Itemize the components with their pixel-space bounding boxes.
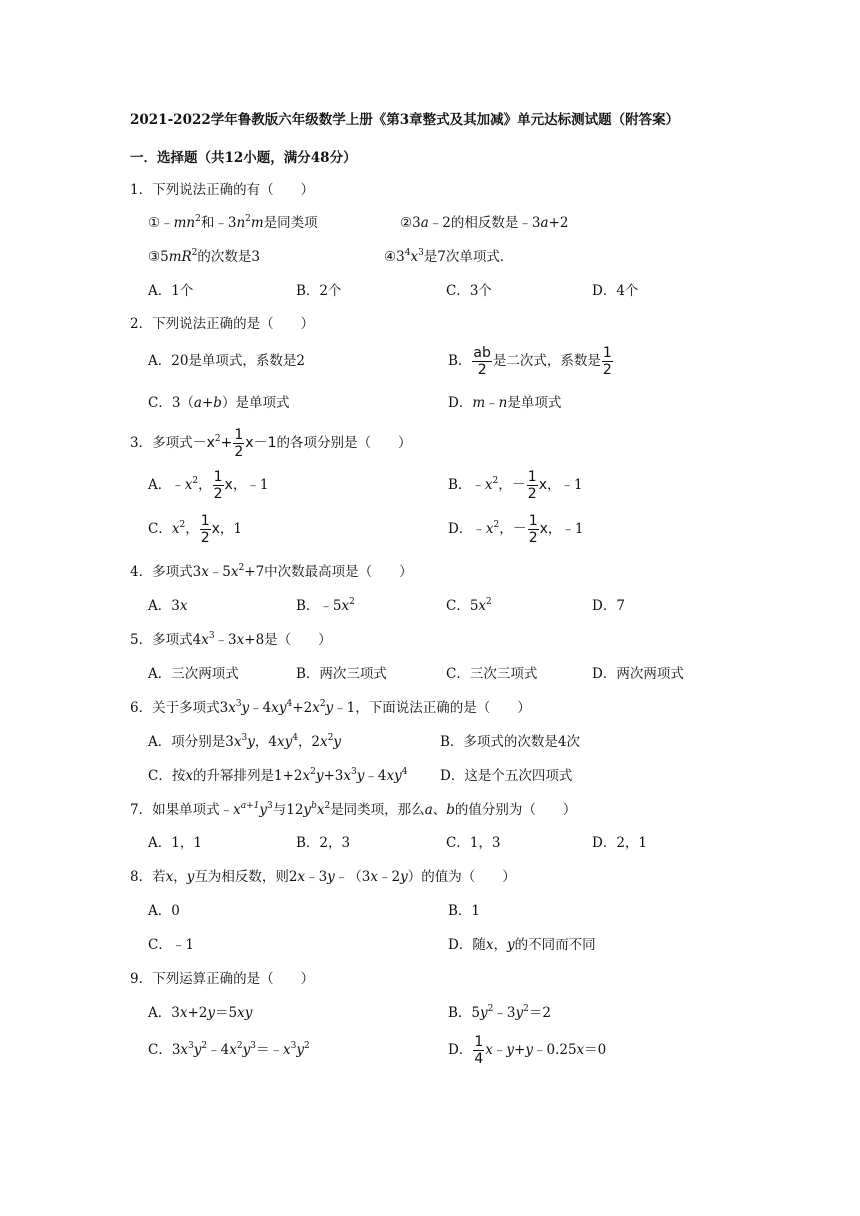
q6-option-b: B．多项式的次数是4次 — [440, 734, 581, 750]
fraction-one-half: $\frac{1}{2}$ — [213, 469, 223, 502]
q6-option-c: C．按x的升幂排列是$1+2x^2y+3x^3y﹣4xy^4$ — [148, 767, 408, 784]
fraction-one-half: $\frac{1}{2}$ — [527, 469, 537, 502]
q8-option-a: A．0 — [148, 903, 180, 919]
q7-option-b: B．2，3 — [296, 835, 351, 851]
q9-option-c: C．$3x^3y^2﹣4x^2y^3=﹣x^3y^2$ — [148, 1041, 310, 1058]
question-7-stem: 7．如果单项式$﹣x^{a+1}y^3$与$12y^bx^2$是同类项，那么a、b的值分别为（ ） — [130, 801, 577, 818]
q1-option-c: C．3个 — [446, 283, 492, 299]
q8-option-b: B．1 — [448, 903, 481, 919]
q6-option-a: A．项分别是$3x^3y$，$4xy^4$，$2x^2y$ — [148, 733, 342, 750]
q4-option-b: B．$﹣5x^2$ — [296, 597, 355, 614]
q2-option-a: A．20是单项式，系数是2 — [148, 353, 306, 369]
q3-option-a: A．$﹣x^2$， $\frac{1}{2}$ x，﹣1 — [148, 469, 269, 502]
q3-option-b: B．$﹣x^2$，－ $\frac{1}{2}$ x，﹣1 — [448, 469, 583, 502]
q1-statement-4: $④3^4x^3$是7次单项式． — [384, 248, 514, 265]
question-8-stem: 8．若x，y互为相反数，则2x﹣3y﹣（3x﹣2y）的值为（ ） — [130, 869, 516, 885]
fraction-one-half: $\frac{1}{2}$ — [200, 513, 210, 546]
q9-option-b: B．$5y^2﹣3y^2=2$ — [448, 1004, 551, 1021]
fraction-one-half: $\frac{1}{2}$ — [602, 345, 612, 378]
q3-option-d: D．$﹣x^2$，－ $\frac{1}{2}$ x，﹣1 — [448, 513, 584, 546]
fraction-ab-over-2: $\frac{ab}{2}$ — [473, 345, 491, 378]
question-3-stem: 3．多项式$-x^2+$ $\frac{1}{2}$ x－1的各项分别是（ ） — [130, 427, 412, 460]
q1-statement-1: $①﹣mn^2$和$﹣3n^2m$是同类项 — [148, 214, 318, 231]
q4-option-d: D．7 — [592, 598, 625, 614]
q2-option-d: D．m﹣n是单项式 — [448, 395, 562, 411]
q8-option-d: D．随x，y的不同而不同 — [448, 937, 596, 953]
q1-option-b: B．2个 — [296, 283, 342, 299]
document-title: 2021-2022学年鲁教版六年级数学上册《第3章整式及其加减》单元达标测试题（附答案） — [130, 112, 680, 128]
q5-option-b: B．两次三项式 — [296, 666, 387, 682]
q2-option-b: B． $\frac{ab}{2}$ 是二次式，系数是 $\frac{1}{2}$ — [448, 345, 612, 378]
q4-option-c: C．$5x^2$ — [446, 597, 492, 614]
question-6-stem: 6．关于多项式$3x^3y﹣4xy^4+2x^2y﹣1$，下面说法正确的是（ ） — [130, 699, 531, 716]
q6-option-d: D．这是个五次四项式 — [440, 768, 573, 784]
fraction-one-half: $\frac{1}{2}$ — [528, 513, 538, 546]
q1-option-a: A．1个 — [148, 283, 194, 299]
q1-statement-3: $③5mR^2$的次数是3 — [148, 248, 260, 265]
question-2-stem: 2．下列说法正确的是（ ） — [130, 316, 315, 332]
section-heading: 一．选择题（共12小题，满分48分） — [130, 150, 357, 166]
question-4-stem: 4．多项式$3x﹣5x^2+7$中次数最高项是（ ） — [130, 563, 413, 580]
question-9-stem: 9．下列运算正确的是（ ） — [130, 971, 315, 987]
q5-option-d: D．两次两项式 — [592, 666, 684, 682]
q4-option-a: A．3x — [148, 598, 188, 614]
q2-option-c: C．3（a+b）是单项式 — [148, 395, 290, 411]
q1-option-d: D．4个 — [592, 283, 639, 299]
fraction-one-half: $\frac{1}{2}$ — [234, 427, 244, 460]
q1-statement-2: ②3a﹣2的相反数是﹣3a+2 — [400, 215, 569, 231]
question-5-stem: 5．多项式$4x^3﹣3x+8$是（ ） — [130, 631, 332, 648]
q9-option-a: A．3x+2y＝5xy — [148, 1005, 253, 1021]
fraction-one-quarter: $\frac{1}{4}$ — [474, 1034, 484, 1067]
q5-option-c: C．三次三项式 — [446, 666, 538, 682]
q8-option-c: C．﹣1 — [148, 937, 194, 953]
q9-option-d: D． $\frac{1}{4}$ x﹣y+y﹣0.25x＝0 — [448, 1034, 607, 1067]
q7-option-a: A．1，1 — [148, 835, 202, 851]
q7-option-c: C．1，3 — [446, 835, 501, 851]
q3-option-c: C．$x^2$， $\frac{1}{2}$ x，1 — [148, 513, 243, 546]
question-1-stem: 1．下列说法正确的有（ ） — [130, 182, 315, 198]
q7-option-d: D．2，1 — [592, 835, 648, 851]
q5-option-a: A．三次两项式 — [148, 666, 239, 682]
